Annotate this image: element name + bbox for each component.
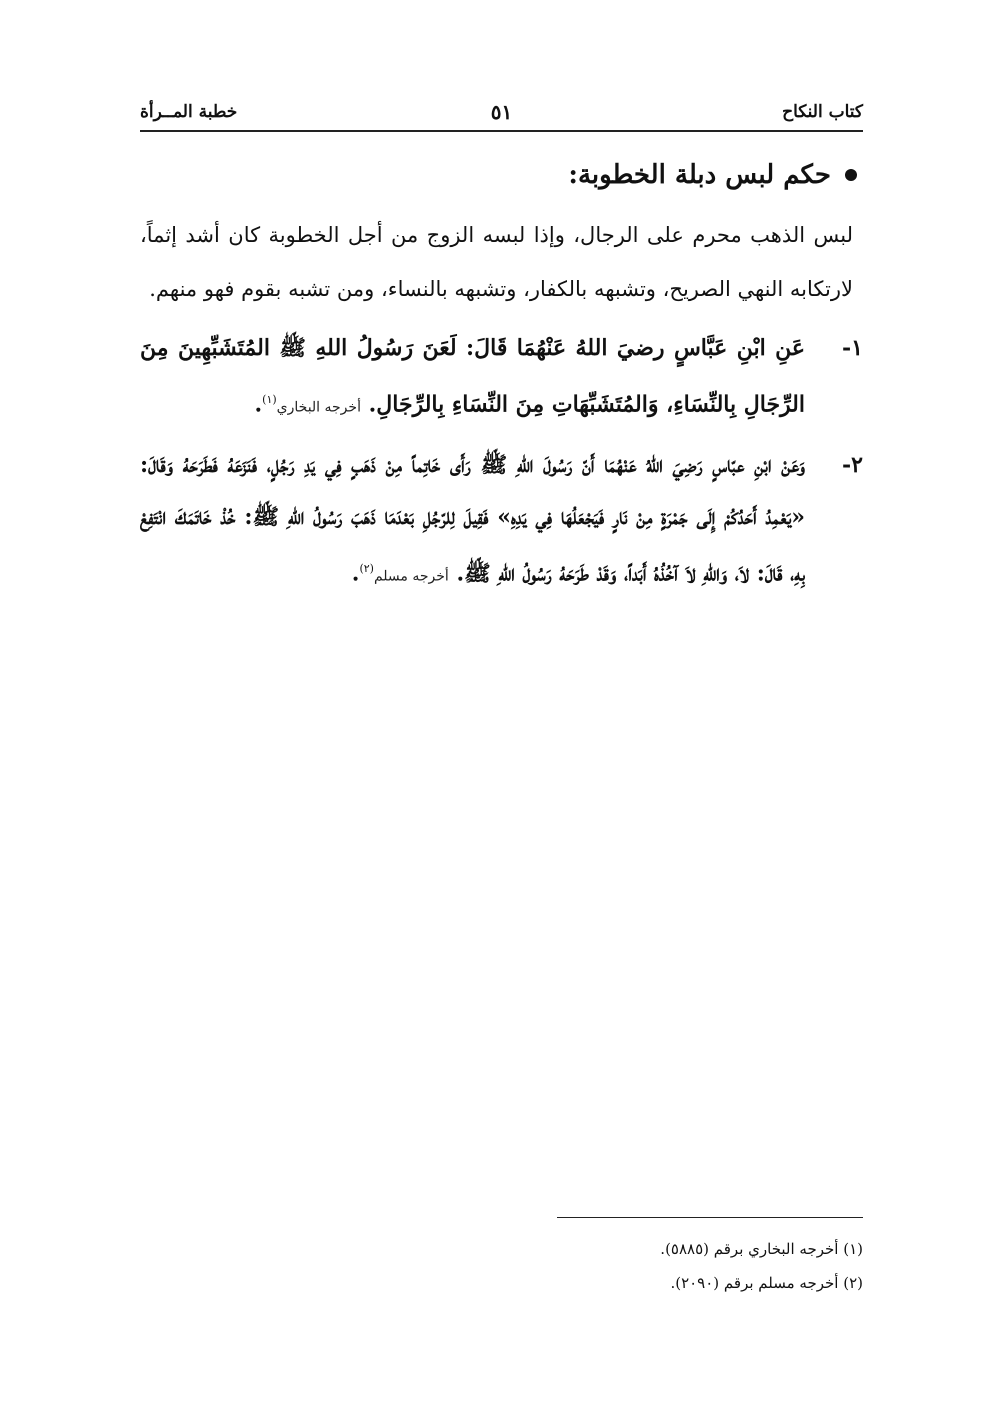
hadith-number: ١-	[842, 335, 863, 361]
book-title: كتاب النكاح	[782, 102, 863, 122]
footnote-ref: (٢)	[359, 562, 374, 576]
hadith-number: ٢-	[842, 452, 863, 479]
chapter-title: خطبة المــرأة	[140, 102, 238, 122]
hadith-body: عَنِ ابْنِ عَبَّاسٍ رضيَ اللهُ عَنْهُمَا قَالَ: لَعَنَ رَسُولُ اللهِ ﷺ المُتَشَبِّهِينَ مِنَ الرِّجَالِ بِالنِّسَاءِ، وَالمُتَشَبِّهَاتِ مِنَ النِّسَاءِ بِالرِّجَالِ.	[140, 335, 805, 418]
hadith-text	[140, 322, 805, 433]
section-title: حكم لبس دبلة الخطوبة:	[568, 160, 831, 190]
page-number: ٥١	[490, 100, 513, 124]
hadith-citation: أخرجه البخاري	[276, 399, 361, 416]
hadith-item	[140, 322, 863, 433]
section-heading	[140, 160, 857, 190]
hadith-item	[140, 439, 863, 602]
hadith-citation: أخرجه مسلم	[373, 568, 449, 585]
footnote-ref: (١)	[262, 393, 277, 406]
footnote: (١) أخرجه البخاري برقم (٥٨٨٥).	[660, 1240, 863, 1258]
hadith-body: وَعَنْ ابْنِ عبّاسٍ رَضِيَ اللهُ عَنْهُمَا أَنّ رَسُولَ اللهِ ﷺ رَأَى خَاتِماً مِنْ ذَهَبٍ فِي يَدِ رَجُلٍ، فَنَزَعَهُ فَطَرَحَهُ وَقَالَ: «يَعْمِدُ أَحَدُكُمْ إِلَى جَمْرَةٍ مِنْ نَارٍ فَيَجْعَلُهَا فِي يَدِهِ» فَقِيلَ لِلرّجُلِ بَعْدَمَا ذَهَبَ رَسُولُ اللهِ ﷺ: خُذْ خَاتَمَكَ انْتَفِعْ بِهِ، قَالَ: لاَ، وَاللهِ لاَ آخُذُهُ أَبَداً، وَقَدْ طَرَحَهُ رَسُولُ اللهِ ﷺ.	[140, 452, 805, 587]
section-paragraph: لبس الذهب محرم على الرجال، وإذا لبسه الزوج من أجل الخطوبة كان أشد إثماً، لارتكابه النهي الصريح، وتشبهه بالكفار، وتشبهه بالنساء، ومن تشبه بقوم فهو منهم.	[140, 223, 853, 301]
footnote: (٢) أخرجه مسلم برقم (٢٠٩٠).	[670, 1274, 863, 1292]
hadith-end: .	[254, 391, 263, 418]
hadith-end: .	[351, 560, 360, 587]
main-content	[140, 160, 863, 603]
footnote-divider	[557, 1217, 863, 1218]
hadith-text	[140, 439, 805, 602]
header-divider	[140, 130, 863, 132]
footnotes	[140, 1232, 863, 1300]
bullet-icon	[845, 169, 857, 181]
running-header	[140, 100, 863, 130]
